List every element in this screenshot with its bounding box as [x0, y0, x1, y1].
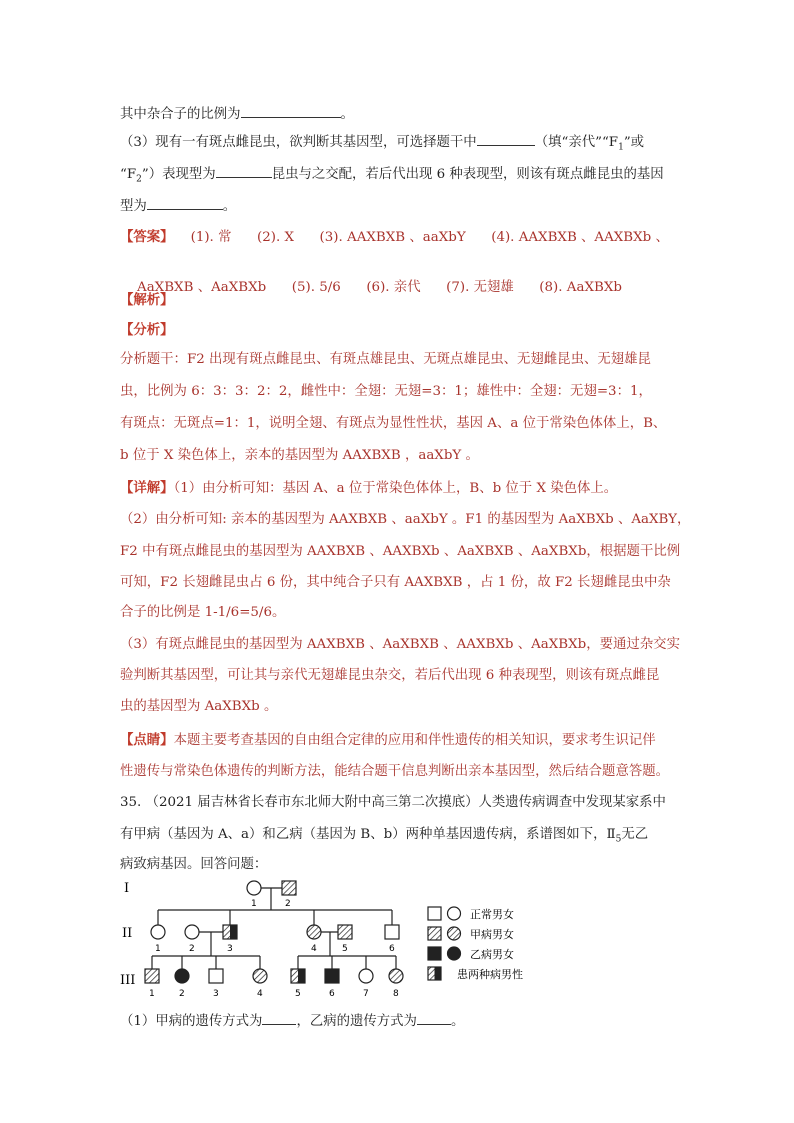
- text: 型为: [120, 199, 147, 214]
- num: 3: [213, 989, 219, 999]
- num: 1: [149, 989, 155, 999]
- question-35-line: 病致病基因。回答问题：: [120, 857, 268, 872]
- num: 5: [342, 944, 348, 954]
- legend-yi-male: [428, 947, 441, 960]
- gen3-female-8: [389, 969, 403, 983]
- fenxi-line: 分析题干：F2 出现有斑点雌昆虫、有斑点雄昆虫、无斑点雄昆虫、无翅雌昆虫、无翅雄昆: [120, 352, 651, 367]
- num: 2: [285, 899, 291, 909]
- text: 无乙: [621, 827, 649, 842]
- gen2-male-5: [338, 925, 352, 939]
- gen-label-2: II: [122, 926, 133, 941]
- gen-label-3: III: [120, 973, 136, 988]
- text: ”或: [623, 135, 645, 150]
- legend-label: 乙病男女: [470, 948, 514, 961]
- num: 4: [257, 989, 263, 999]
- num: 2: [179, 989, 185, 999]
- gen1-female-1: [247, 881, 261, 895]
- answer-blank: [417, 1010, 451, 1025]
- legend-label: 患两种病男性: [457, 968, 523, 981]
- legend-label: 甲病男女: [470, 928, 514, 941]
- legend-normal-female: [448, 907, 461, 920]
- gen1-male-2: [282, 881, 296, 895]
- gen3-female-7: [359, 969, 373, 983]
- text: 昆虫与之交配，若后代出现 6 种表现型，则该有斑点雌昆虫的基因: [271, 167, 664, 182]
- gen-label-1: I: [124, 881, 130, 896]
- detail-line: 可知，F2 长翅雌昆虫占 6 份，其中纯合子只有 AAXBXB ，占 1 份，故 F2 长翅雌昆虫中杂: [120, 575, 671, 590]
- num: 6: [389, 944, 395, 954]
- detail-line: F2 中有斑点雌昆虫的基因型为 AAXBXB 、AAXBXb 、AaXBXB 、AaXBXb，根据题干比例: [120, 544, 681, 559]
- pedigree-chart: [120, 876, 560, 1006]
- legend-jia-female: [448, 927, 461, 940]
- gen2-female-1: [151, 925, 165, 939]
- text: 。: [340, 107, 354, 122]
- num: 4: [311, 944, 317, 954]
- analysis-label: 【解析】: [120, 292, 174, 308]
- answer-blank: [477, 131, 535, 146]
- fenxi-line: 虫，比例为 6：3：3：2：2，雌性中：全翅：无翅=3：1；雄性中：全翅：无翅=3：1，: [120, 384, 652, 399]
- detail-label: 【详解】: [120, 480, 174, 496]
- num: 7: [363, 989, 369, 999]
- detail-line: 合子的比例是 1-1/6=5/6。: [120, 605, 286, 620]
- gen2-male-6: [385, 925, 399, 939]
- question-35-line: 35. （2021 届吉林省长春市东北师大附中高三第二次摸底）人类遗传病调查中发现某家系中: [120, 795, 666, 810]
- num: 1: [155, 944, 161, 954]
- legend-normal-male: [428, 907, 441, 920]
- point-line: [120, 730, 710, 751]
- gen3-female-2: [175, 969, 189, 983]
- num: 1: [251, 899, 257, 909]
- detail-line: 虫的基因型为 AaXBXb 。: [120, 699, 278, 714]
- detail-line: （2）由分析可知: 亲本的基因型为 AAXBXB 、aaXbY 。F1 的基因型为 AaXBXb 、AaXBY，: [120, 512, 691, 527]
- answer-blank: [262, 1010, 296, 1025]
- gen3-male-3: [209, 969, 223, 983]
- point-line: 性遗传与常染色体遗传的判断方法，能结合题干信息判断出亲本基因型，然后结合题意答题。: [120, 764, 670, 779]
- gen2-female-2: [185, 925, 199, 939]
- detail-line: （3）有斑点雌昆虫的基因型为 AAXBXB 、AaXBXB 、AAXBXb 、AaXBXb，要通过杂交实: [120, 637, 680, 652]
- gen3-male-6: [325, 969, 339, 983]
- text: 其中杂合子的比例为: [120, 107, 241, 122]
- num: 6: [329, 989, 335, 999]
- text: （1）甲病的遗传方式为: [120, 1014, 263, 1029]
- gen3-female-4: [253, 969, 267, 983]
- detail-line: 验判断其基因型，可让其与亲代无翅雄昆虫杂交，若后代出现 6 种表现型，则该有斑点雌昆: [120, 668, 660, 683]
- point-label: 【点睛】: [120, 732, 174, 748]
- fenxi-line: b 位于 X 染色体上，亲本的基因型为 AAXBXB ，aaXbY 。: [120, 448, 479, 463]
- text: ，乙病的遗传方式为: [296, 1014, 417, 1029]
- point-text: 本题主要考查基因的自由组合定律的应用和伴性遗传的相关知识，要求考生识记伴: [173, 733, 656, 748]
- fenxi-line: 有斑点：无斑点=1：1，说明全翅、有斑点为显性性状，基因 A、a 位于常染色体体上，B、: [120, 416, 667, 431]
- num: 3: [227, 944, 233, 954]
- subscript: 1: [618, 142, 624, 153]
- text: 。: [222, 199, 237, 214]
- question-line: [120, 131, 710, 158]
- question-line: [120, 103, 710, 125]
- question-line: [120, 163, 710, 190]
- text: 。: [450, 1014, 465, 1029]
- num: 8: [393, 989, 399, 999]
- question-35-line: [120, 825, 710, 850]
- num: 5: [295, 989, 301, 999]
- answer-blank: [147, 195, 223, 210]
- question-1-line: [120, 1010, 710, 1032]
- answer-label: 【答案】: [120, 229, 174, 245]
- subscript: 2: [136, 174, 142, 185]
- fenxi-label: 【分析】: [120, 322, 174, 338]
- answer-text: (1). 常 (2). X (3). AAXBXB 、aaXbY (4). AAXBXB 、AAXBXb 、: [173, 230, 669, 245]
- answer-blank: [216, 163, 272, 178]
- detail-text: （1）由分析可知：基因 A、a 位于常染色体体上，B、b 位于 X 染色体上。: [173, 481, 618, 496]
- text: （3）现有一有斑点雌昆虫，欲判断其基因型，可选择题干中: [120, 135, 477, 150]
- gen2-female-4: [307, 925, 321, 939]
- gen3-male-1: [145, 969, 159, 983]
- detail-line: [120, 478, 710, 499]
- question-line: [120, 195, 710, 217]
- subscript: 5: [615, 834, 622, 845]
- answer-line: [120, 227, 710, 248]
- num: 2: [189, 944, 195, 954]
- text: “F: [120, 167, 137, 182]
- answer-blank: [241, 103, 341, 118]
- legend-label: 正常男女: [470, 908, 514, 921]
- answer-text: AaXBXB 、AaXBXb (5). 5/6 (6). 亲代 (7). 无翅雄 (8). AaXBXb: [137, 280, 622, 295]
- text: ”）表现型为: [141, 167, 216, 182]
- text: （填“亲代”“F: [534, 135, 619, 150]
- text: 有甲病（基因为 A、a）和乙病（基因为 B、b）两种单基因遗传病，系谱图如下，Ⅱ: [120, 827, 616, 842]
- legend-jia-male: [428, 927, 441, 940]
- legend-yi-female: [448, 947, 461, 960]
